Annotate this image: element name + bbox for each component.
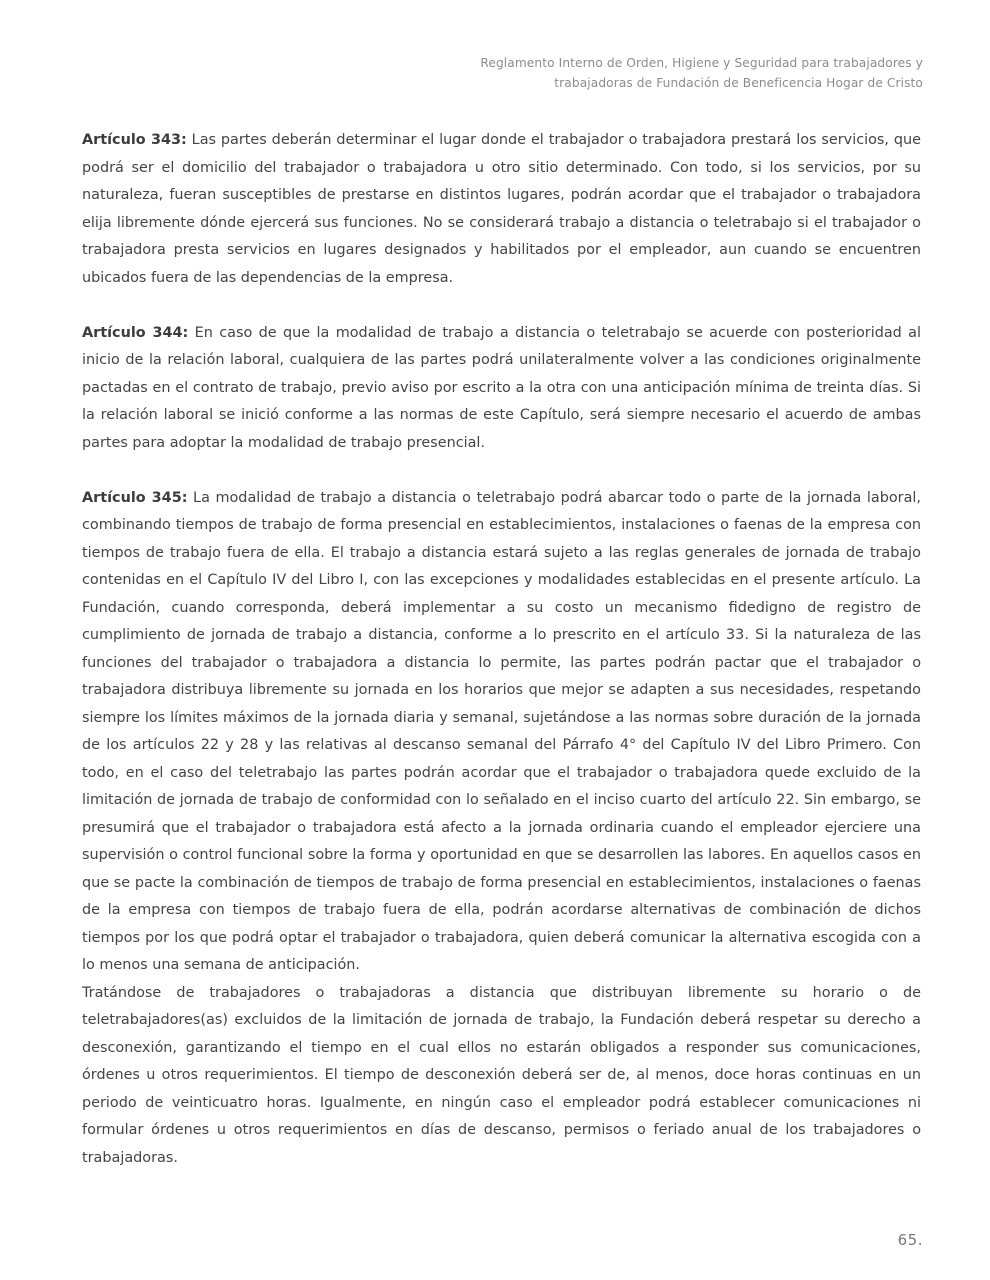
article-345 xyxy=(82,485,921,980)
page-header xyxy=(403,53,923,93)
header-line-2: trabajadoras de Fundación de Beneficencia Hogar de Cristo xyxy=(554,76,923,90)
article-343-label: Artículo 343: xyxy=(82,132,187,148)
article-344-text: En caso de que la modalidad de trabajo a distancia o teletrabajo se acuerde con posterioridad al inicio de la relación laboral, cualquiera de las partes podrá unilateralmente volver a las condiciones originalmente pactadas en el contrato de trabajo, previo aviso por escrito a la otra con una anticipación mínima de treinta días. Si la relación laboral se inició conforme a las normas de este Capítulo, será siempre necesario el acuerdo de ambas partes para adoptar la modalidad de trabajo presencial. xyxy=(82,324,921,451)
header-line-1: Reglamento Interno de Orden, Higiene y Seguridad para trabajadores y xyxy=(480,56,923,70)
article-343-text: Las partes deberán determinar el lugar donde el trabajador o trabajadora prestará los servicios, que podrá ser el domicilio del trabajador o trabajadora u otro sitio determinado. Con todo, si los servicios, por su naturaleza, fueran susceptibles de prestarse en distintos lugares, podrán acordar que el trabajador o trabajadora elija libremente dónde ejercerá sus funciones. No se considerará trabajo a distancia o teletrabajo si el trabajador o trabajadora presta servicios en lugares designados y habilitados por el empleador, aun cuando se encuentren ubicados fuera de las dependencias de la empresa. xyxy=(82,132,921,286)
article-345-continuation: Tratándose de trabajadores o trabajadoras a distancia que distribuyan libremente su horario o de teletrabajadores(as) excluidos de la limitación de jornada de trabajo, la Fundación deberá respetar su derecho a desconexión, garantizando el tiempo en el cual ellos no estarán obligados a responder sus comunicaciones, órdenes u otros requerimientos. El tiempo de desconexión deberá ser de, al menos, doce horas continuas en un periodo de veinticuatro horas. Igualmente, en ningún caso el empleador podrá establecer comunicaciones ni formular órdenes u otros requerimientos en días de descanso, permisos o feriado anual de los trabajadores o trabajadoras. xyxy=(82,984,921,1166)
article-345-label: Artículo 345: xyxy=(82,489,188,506)
article-343 xyxy=(82,127,921,292)
article-344 xyxy=(82,320,921,458)
page-number: 65. xyxy=(897,1231,923,1249)
document-body xyxy=(82,127,921,1172)
article-344-label: Artículo 344: xyxy=(82,324,189,341)
article-345-text: La modalidad de trabajo a distancia o teletrabajo podrá abarcar todo o parte de la jornada laboral, combinando tiempos de trabajo de forma presencial en establecimientos, instalaciones o faenas de la empresa con tiempos de trabajo fuera de ella. El trabajo a distancia estará sujeto a las reglas generales de jornada de trabajo contenidas en el Capítulo IV del Libro I, con las excepciones y modalidades establecidas en el presente artículo. La Fundación, cuando corresponda, deberá implementar a su costo un mecanismo fidedigno de registro de cumplimiento de jornada de trabajo a distancia, conforme a lo prescrito en el artículo 33. Si la naturaleza de las funciones del trabajador o trabajadora a distancia lo permite, las partes podrán pactar que el trabajador o trabajadora distribuya libremente su jornada en los horarios que mejor se adapten a sus necesidades, respetando siempre los límites máximos de la jornada diaria y semanal, sujetándose a las normas sobre duración de la jornada de los artículos 22 y 28 y las relativas al descanso semanal del Párrafo 4° del Capítulo IV del Libro Primero. Con todo, en el caso del teletrabajo las partes podrán acordar que el trabajador o trabajadora quede excluido de la limitación de jornada de trabajo de conformidad con lo señalado en el inciso cuarto del artículo 22. Sin embargo, se presumirá que el trabajador o trabajadora está afecto a la jornada ordinaria cuando el empleador ejerciere una supervisión o control funcional sobre la forma y oportunidad en que se desarrollen las labores. En aquellos casos en que se pacte la combinación de tiempos de trabajo de forma presencial en establecimientos, instalaciones o faenas de la empresa con tiempos de trabajo fuera de ella, podrán acordarse alternativas de combinación de dichos tiempos por los que podrá optar el trabajador o trabajadora, quien deberá comunicar la alternativa escogida con a lo menos una semana de anticipación. xyxy=(82,489,921,973)
